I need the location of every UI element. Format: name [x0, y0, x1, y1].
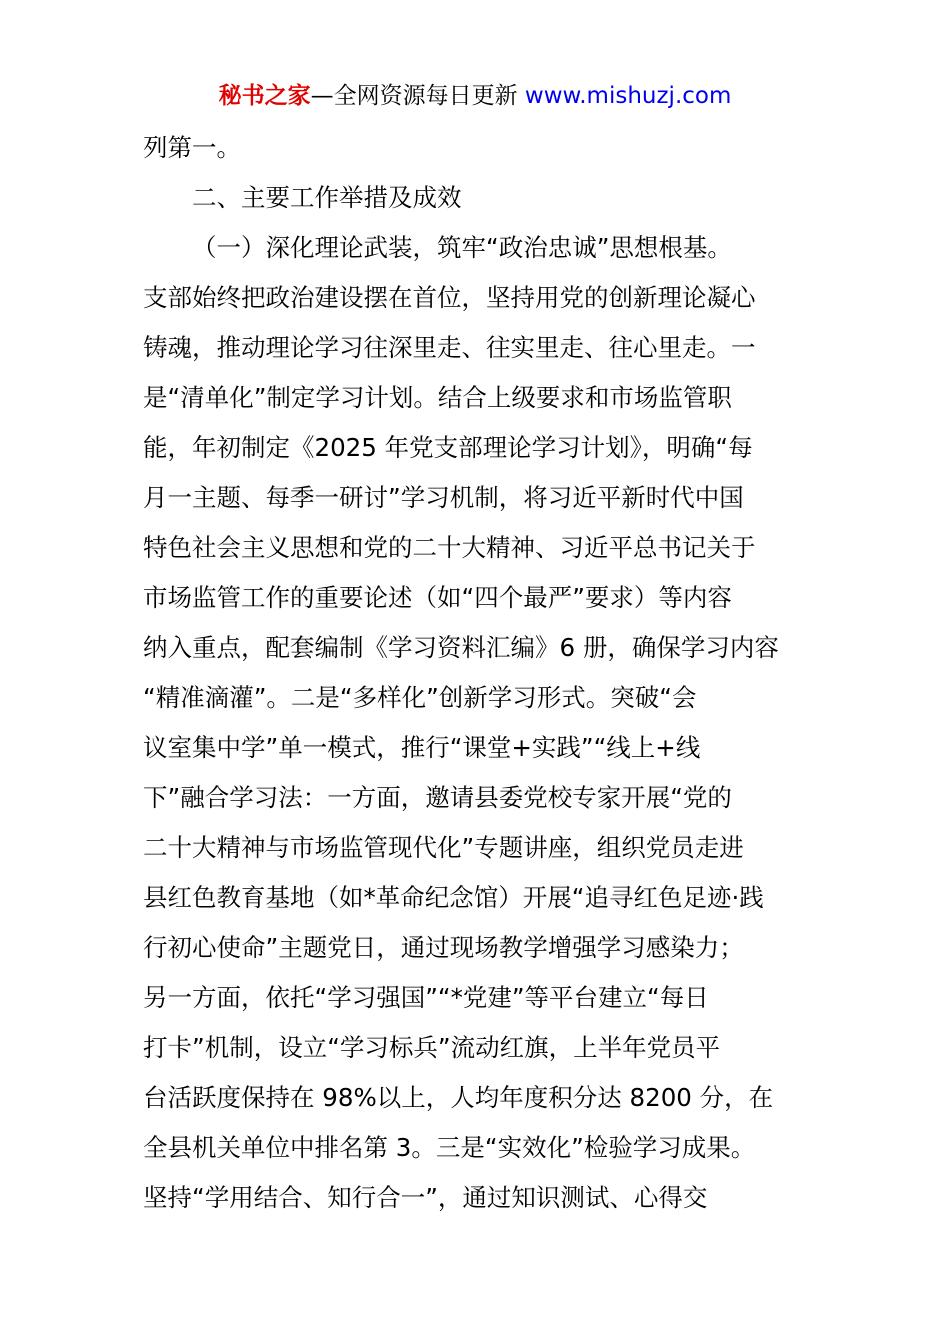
text-line: 月一主题、每季一研讨”学习机制，将习近平新时代中国 — [143, 483, 744, 512]
text-line: 议室集中学”单一模式，推行“课堂+实践”“线上+线 — [143, 733, 701, 762]
site-header — [0, 80, 950, 112]
subsection-heading: （一）深化理论武装，筑牢“政治忠诚”思想根基。 — [192, 233, 732, 262]
text-line: 是“清单化”制定学习计划。结合上级要求和市场监管职 — [143, 383, 732, 412]
text-line: 台活跃度保持在 98%以上，人均年度积分达 8200 分，在 — [143, 1083, 774, 1112]
text-line: 行初心使命”主题党日，通过现场教学增强学习感染力； — [143, 933, 744, 962]
text-line: 支部始终把政治建设摆在首位，坚持用党的创新理论凝心 — [143, 283, 756, 312]
text-line: 铸魂，推动理论学习往深里走、往实里走、往心里走。一 — [143, 333, 756, 362]
text-line: 另一方面，依托“学习强国”“*党建”等平台建立“每日 — [143, 983, 709, 1012]
text-line: 全县机关单位中排名第 3。三是“实效化”检验学习成果。 — [143, 1133, 756, 1162]
text-line: 县红色教育基地（如*革命纪念馆）开展“追寻红色足迹·践 — [143, 883, 764, 912]
text-line: 市场监管工作的重要论述（如“四个最严”要求）等内容 — [143, 583, 732, 612]
document-body — [143, 123, 813, 1223]
site-brand: 秘书之家 — [218, 83, 311, 109]
text-line: 二十大精神与市场监管现代化”专题讲座，组织党员走进 — [143, 833, 744, 862]
text-line: 坚持“学用结合、知行合一”，通过知识测试、心得交 — [143, 1183, 708, 1212]
text-line: 特色社会主义思想和党的二十大精神、习近平总书记关于 — [143, 533, 756, 562]
site-tagline: —全网资源每日更新 — [310, 83, 525, 109]
text-line: “精准滴灌”。二是“多样化”创新学习形式。突破“会 — [143, 683, 697, 712]
section-heading: 二、主要工作举措及成效 — [192, 183, 462, 212]
site-url-link[interactable]: www.mishuzj.com — [524, 83, 732, 109]
text-line: 打卡”机制，设立“学习标兵”流动红旗，上半年党员平 — [143, 1033, 721, 1062]
text-line: 能，年初制定《2025 年党支部理论学习计划》，明确“每 — [143, 433, 753, 462]
text-line: 下”融合学习法：一方面，邀请县委党校专家开展“党的 — [143, 783, 732, 812]
text-line: 纳入重点，配套编制《学习资料汇编》6 册，确保学习内容 — [143, 633, 779, 662]
text-line: 列第一。 — [143, 133, 241, 162]
